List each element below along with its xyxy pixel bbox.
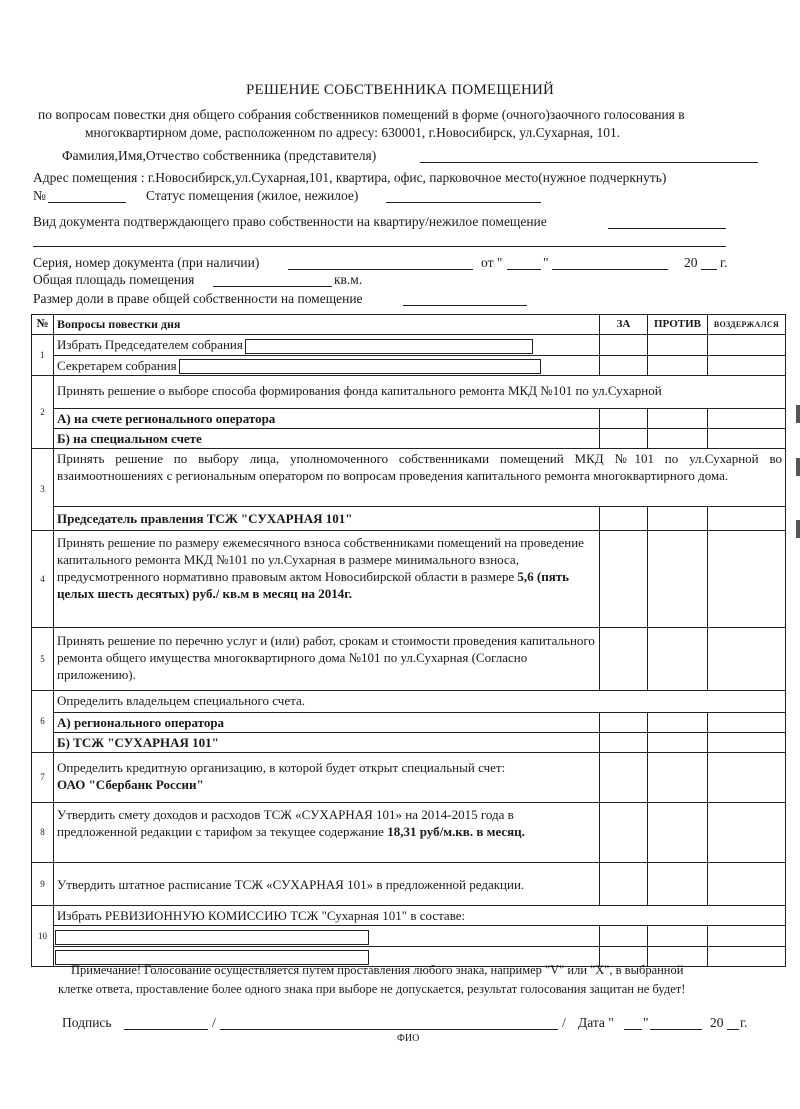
redacted-commission-member [55, 930, 369, 945]
sign-year-field[interactable] [727, 1017, 739, 1030]
chairman-label: Избрать Председателем собрания [57, 337, 243, 352]
sign-year-suffix: г. [740, 1015, 748, 1030]
status-label: Статус помещения (жилое, нежилое) [146, 188, 359, 203]
doc-type-field-line2[interactable] [33, 234, 726, 247]
question-text [54, 335, 600, 356]
doc-month-field[interactable] [552, 257, 668, 270]
col-num-header: № [32, 315, 54, 335]
owner-name-field[interactable] [420, 150, 758, 163]
vote-abstain-cell[interactable] [708, 753, 786, 803]
vote-against-cell[interactable] [648, 926, 708, 947]
answer-option: А) на счете регионального оператора [54, 409, 600, 429]
question-number: 10 [32, 906, 54, 967]
table-row [32, 691, 786, 713]
vote-abstain-cell[interactable] [708, 863, 786, 906]
vote-against-cell[interactable] [648, 733, 708, 753]
question-4-amount: 5,6 (пять целых шесть десятых) руб./ кв.м в месяц на 2014г. [57, 569, 570, 602]
vote-against-cell[interactable] [648, 409, 708, 429]
question-number: 1 [32, 335, 54, 376]
sign-year-prefix: 20 [710, 1015, 724, 1030]
question-text: Определить владельцем специального счета. [54, 691, 786, 713]
vote-against-cell[interactable] [648, 753, 708, 803]
answer-option: Б) ТСЖ "СУХАРНАЯ 101" [54, 733, 600, 753]
series-label: Серия, номер документа (при наличии) [33, 255, 260, 270]
question-8-text: Утвердить смету доходов и расходов ТСЖ «СУХАРНАЯ 101» на 2014-2015 года в предложенной редакции с тарифом за текущее содержание [57, 807, 514, 840]
question-number: 2 [32, 376, 54, 449]
voting-note-line2: клетке ответа, проставление более одного знака при выборе не допускается, результат голосования защитан не будет! [58, 982, 686, 996]
fio-caption: ФИО [397, 1033, 420, 1044]
doc-type-label: Вид документа подтверждающего право собственности на квартиру/нежилое помещение [33, 214, 547, 229]
secretary-label: Секретарем собрания [57, 357, 177, 373]
vote-abstain-cell[interactable] [708, 733, 786, 753]
table-row [32, 733, 786, 753]
vote-abstain-cell[interactable] [708, 335, 786, 356]
vote-abstain-cell[interactable] [708, 531, 786, 628]
voting-table [31, 314, 786, 967]
col-for-header: ЗА [600, 315, 648, 335]
date-from-label: от " [481, 255, 503, 270]
vote-against-cell[interactable] [648, 429, 708, 449]
table-row [32, 376, 786, 409]
vote-for-cell[interactable] [600, 531, 648, 628]
vote-for-cell[interactable] [600, 926, 648, 947]
question-text: Принять решение о выборе способа формирования фонда капитального ремонта МКД №101 по ул.Сухарной [54, 376, 786, 409]
question-number: 3 [32, 449, 54, 531]
table-header-row [32, 315, 786, 335]
year-suffix: г. [720, 255, 728, 270]
question-number: 4 [32, 531, 54, 628]
table-row [32, 906, 786, 926]
area-unit: кв.м. [334, 272, 363, 287]
vote-against-cell[interactable] [648, 507, 708, 531]
table-row [32, 803, 786, 863]
vote-abstain-cell[interactable] [708, 507, 786, 531]
vote-against-cell[interactable] [648, 863, 708, 906]
table-row [32, 753, 786, 803]
vote-for-cell[interactable] [600, 863, 648, 906]
vote-abstain-cell[interactable] [708, 628, 786, 691]
redacted-secretary-name [179, 359, 541, 374]
scan-edge-mark [796, 405, 800, 423]
vote-for-cell[interactable] [600, 335, 648, 356]
sign-date-label: Дата " [578, 1015, 614, 1030]
table-row [32, 926, 786, 947]
question-number: 8 [32, 803, 54, 863]
vote-for-cell[interactable] [600, 355, 648, 376]
answer-option: Председатель правления ТСЖ "СУХАРНАЯ 101" [54, 507, 600, 531]
vote-for-cell[interactable] [600, 628, 648, 691]
date-quote: " [543, 255, 549, 270]
doc-type-field[interactable] [608, 216, 726, 229]
redacted-chairman-name [245, 339, 533, 354]
question-8-tariff: 18,31 руб/м.кв. в месяц. [387, 824, 525, 840]
sign-month-field[interactable] [650, 1017, 702, 1030]
question-text: Утвердить штатное расписание ТСЖ «СУХАРНАЯ 101» в предложенной редакции. [54, 863, 600, 906]
year-prefix: 20 [684, 255, 698, 270]
vote-against-cell[interactable] [648, 713, 708, 733]
commission-member-cell [54, 926, 600, 947]
sign-day-field[interactable] [624, 1017, 642, 1030]
question-text: Принять решение по выбору лица, уполномоченного собственниками помещений МКД №101 по ул.Сухарной во взаимоотношениях с региональным оператором по вопросам проведения капитального ремонта многоквартирного дома. [54, 449, 786, 507]
share-label: Размер доли в праве общей собственности на помещение [33, 291, 363, 306]
table-row [32, 429, 786, 449]
table-row [32, 531, 786, 628]
question-number: 5 [32, 628, 54, 691]
question-text [54, 531, 600, 628]
signature-slash-end: / [562, 1015, 566, 1030]
vote-for-cell[interactable] [600, 507, 648, 531]
table-row [32, 355, 786, 376]
vote-abstain-cell[interactable] [708, 926, 786, 947]
vote-against-cell[interactable] [648, 803, 708, 863]
question-number: 9 [32, 863, 54, 906]
question-text: Избрать РЕВИЗИОННУЮ КОМИССИЮ ТСЖ "Сухарная 101" в составе: [54, 906, 786, 926]
table-row [32, 409, 786, 429]
question-7-text: Определить кредитную организацию, в которой будет открыт специальный счет: [57, 760, 506, 776]
question-text [54, 803, 600, 863]
question-text: Принять решение по перечню услуг и (или) работ, срокам и стоимости проведения капитального ремонта общего имущества многоквартирного дома №101 по ул.Сухарная (Согласно приложению). [54, 628, 600, 691]
vote-for-cell[interactable] [600, 803, 648, 863]
table-row [32, 335, 786, 356]
document-subtitle-line2: многоквартирном доме, расположенном по адресу: 630001, г.Новосибирск, ул.Сухарная, 101. [85, 125, 621, 140]
area-label: Общая площадь помещения [33, 272, 195, 287]
vote-against-cell[interactable] [648, 355, 708, 376]
question-number: 6 [32, 691, 54, 753]
answer-option: Б) на специальном счете [54, 429, 600, 449]
table-row [32, 507, 786, 531]
vote-for-cell[interactable] [600, 733, 648, 753]
question-7-bank: ОАО "Сбербанк России" [57, 777, 204, 793]
scan-edge-mark [796, 520, 800, 538]
document-subtitle-line1: по вопросам повестки дня общего собрания собственников помещений в форме (очного)заочного голосования в [38, 107, 685, 122]
vote-against-cell[interactable] [648, 531, 708, 628]
doc-day-field[interactable] [507, 257, 541, 270]
vote-abstain-cell[interactable] [708, 409, 786, 429]
owner-name-label: Фамилия,Имя,Отчество собственника (представителя) [62, 148, 377, 163]
number-label: № [33, 188, 46, 203]
fio-field[interactable] [220, 1017, 558, 1030]
signature-slash: / [212, 1015, 216, 1030]
table-row [32, 713, 786, 733]
series-field[interactable] [288, 257, 473, 270]
scan-edge-mark [796, 458, 800, 476]
table-row [32, 628, 786, 691]
col-against-header: ПРОТИВ [648, 315, 708, 335]
vote-abstain-cell[interactable] [708, 429, 786, 449]
vote-for-cell[interactable] [600, 713, 648, 733]
document-title: РЕШЕНИЕ СОБСТВЕННИКА ПОМЕЩЕНИЙ [245, 82, 555, 98]
vote-abstain-cell[interactable] [708, 946, 786, 967]
vote-for-cell[interactable] [600, 753, 648, 803]
sign-date-quote: " [643, 1015, 649, 1030]
area-field[interactable] [213, 274, 332, 287]
answer-option: А) регионального оператора [54, 713, 600, 733]
question-number: 7 [32, 753, 54, 803]
question-text [54, 355, 600, 376]
number-field[interactable] [48, 190, 126, 203]
address-label: Адрес помещения : г.Новосибирск,ул.Сухарная,101, квартира, офис, парковочное место(нужное подчеркнуть) [33, 170, 667, 185]
vote-for-cell[interactable] [600, 429, 648, 449]
doc-year-field[interactable] [701, 257, 717, 270]
signature-field[interactable] [124, 1017, 208, 1030]
share-field[interactable] [403, 293, 527, 306]
vote-against-cell[interactable] [648, 335, 708, 356]
vote-against-cell[interactable] [648, 628, 708, 691]
vote-for-cell[interactable] [600, 409, 648, 429]
question-text [54, 753, 600, 803]
vote-abstain-cell[interactable] [708, 803, 786, 863]
vote-abstain-cell[interactable] [708, 355, 786, 376]
table-row [32, 449, 786, 507]
voting-note-line1: Примечание! Голосование осуществляется путем проставления любого знака, например "V" или "Х", в выбранной [71, 963, 684, 977]
question-4-text: Принять решение по размеру ежемесячного взноса собственниками помещений на проведение капитального ремонта МКД №101 по ул.Сухарная в размере минимального взноса, предусмотренного нормативно правовым актом Новосибирской области в размере [57, 535, 584, 585]
status-field[interactable] [386, 190, 541, 203]
vote-abstain-cell[interactable] [708, 713, 786, 733]
table-row [32, 863, 786, 906]
signature-label: Подпись [62, 1015, 112, 1030]
col-questions-header: Вопросы повестки дня [54, 315, 600, 335]
col-abstain-header: ВОЗДЕРЖАЛСЯ [708, 315, 786, 335]
